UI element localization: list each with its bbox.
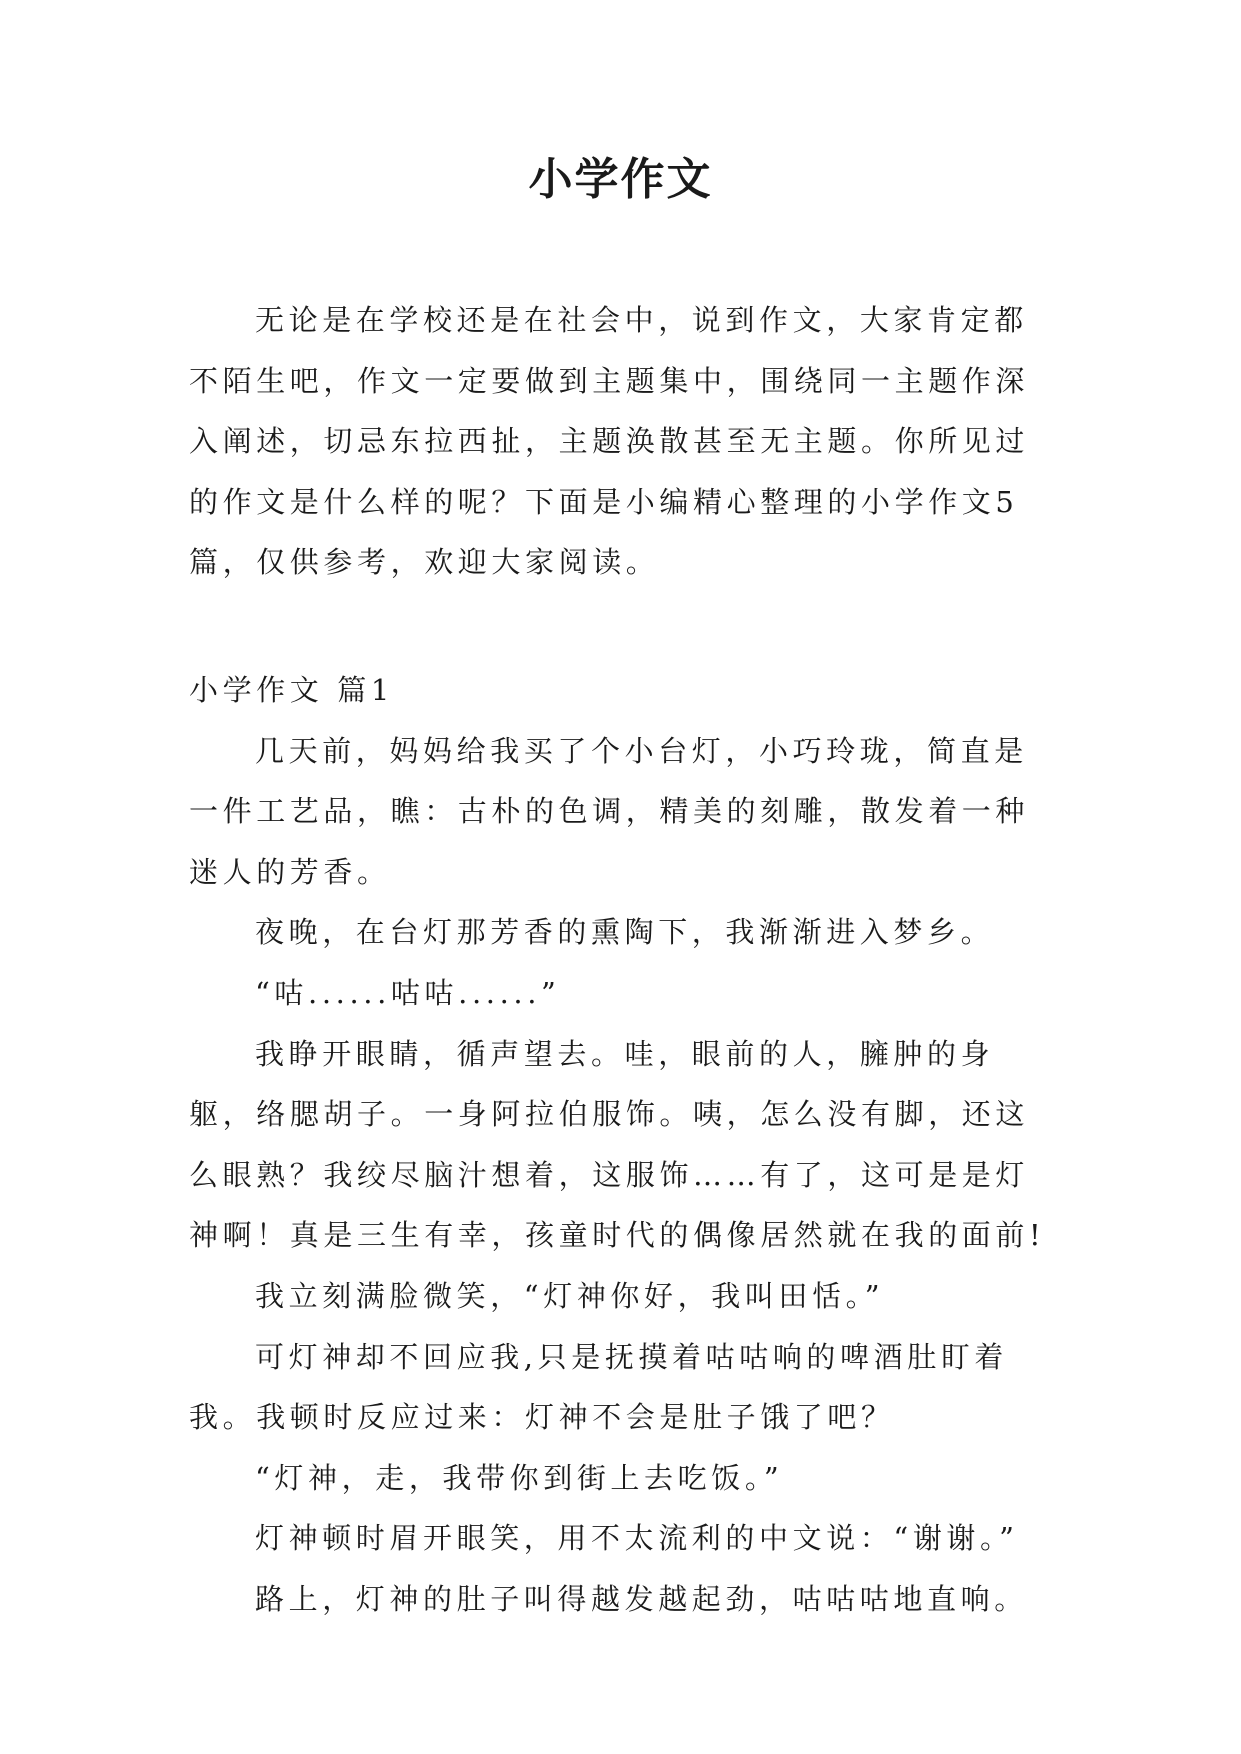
body-paragraph: “咕......咕咕......” (255, 975, 561, 1010)
body-paragraph: 可灯神却不回应我,只是抚摸着咕咕响的啤酒肚盯着我。我顿时反应过来：灯神不会是肚子饿了吧？ (189, 1339, 1009, 1435)
body-paragraph: 几天前，妈妈给我买了个小台灯，小巧玲珑，简直是一件工艺品，瞧：古朴的色调，精美的刻雕，散发着一种迷人的芳香。 (189, 733, 1030, 889)
body-paragraph: 路上，灯神的肚子叫得越发越起劲，咕咕咕地直响。 (255, 1581, 1028, 1616)
body-paragraph: 夜晚，在台灯那芳香的熏陶下，我渐渐进入梦乡。 (255, 915, 995, 950)
body-paragraph: 灯神顿时眉开眼笑，用不太流利的中文说：“谢谢。” (255, 1521, 1019, 1556)
intro-paragraph: 无论是在学校还是在社会中，说到作文，大家肯定都不陌生吧，作文一定要做到主题集中，围绕同一主题作深入阐述，切忌东拉西扯，主题涣散甚至无主题。你所见过的作文是什么样的呢？下面是小编精心整理的小学作文5篇，仅供参考，欢迎大家阅读。 (189, 303, 1030, 580)
document-title: 小学作文 (528, 154, 713, 205)
body-paragraph: 我睁开眼睛，循声望去。哇，眼前的人，臃肿的身躯，络腮胡子。一身阿拉伯服饰。咦，怎么没有脚，还这么眼熟？我绞尽脑汁想着，这服饰……有了，这可是是灯神啊！真是三生有幸，孩童时代的偶像居然就在我的面前! (189, 1036, 1046, 1253)
section-spacer (189, 593, 1055, 624)
body-paragraph: “灯神，走，我带你到街上去吃饭。” (255, 1460, 784, 1495)
section-heading: 小学作文 篇1 (189, 672, 394, 707)
document-body (189, 290, 1055, 1629)
body-paragraph: 我立刻满脸微笑，“灯神你好，我叫田恬。” (255, 1278, 885, 1313)
